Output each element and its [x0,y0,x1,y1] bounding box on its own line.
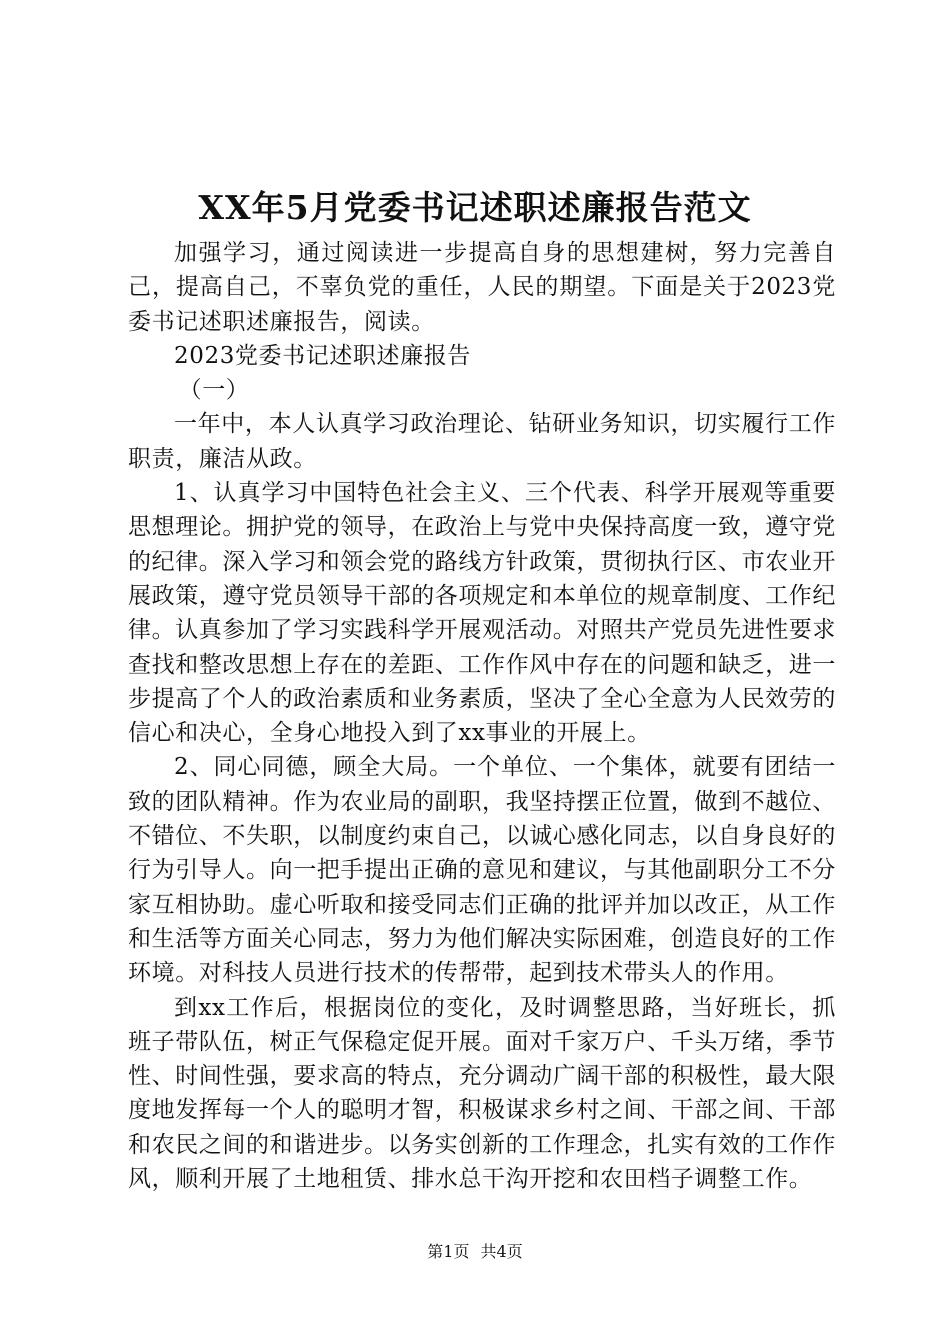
body-paragraph: 到xx工作后，根据岗位的变化，及时调整思路，当好班长，抓班子带队伍，树正气保稳定促开展。面对千家万户、千头万绪，季节性、时间性强，要求高的特点，充分调动广阔干部的积极性，最大限度地发挥每一个人的聪明才智，积极谋求乡村之间、干部之间、干部和农民之间的和谐进步。以务实创新的工作理念，扎实有效的工作作风，顺利开展了土地租赁、排水总干沟开挖和农田档子调整工作。 [128,994,836,1193]
body-paragraph: 1、认真学习中国特色社会主义、三个代表、科学开展观等重要思想理论。拥护党的领导，在政治上与党中央保持高度一致，遵守党的纪律。深入学习和领会党的路线方针政策，贯彻执行区、市农业开展政策，遵守党员领导干部的各项规定和本单位的规章制度、工作纪律。认真参加了学习实践科学开展观活动。对照共产党员先进性要求查找和整改思想上存在的差距、工作作风中存在的问题和缺乏，进一步提高了个人的政治素质和业务素质，坚决了全心全意为人民效劳的信心和决心，全身心地投入到了xx事业的开展上。 [128,480,836,747]
page-total: 共4页 [480,1242,523,1261]
page-footer [0,1240,950,1264]
intro-paragraph: 加强学习，通过阅读进一步提高自身的思想建树，努力完善自己，提高自己，不辜负党的重任，人民的期望。下面是关于2023党委书记述职述廉报告，阅读。 [128,240,836,335]
document-body [128,236,836,1196]
document-title: XX年5月党委书记述职述廉报告范文 [198,188,752,227]
body-paragraph: 一年中，本人认真学习政治理论、钻研业务知识，切实履行工作职责，廉洁从政。 [128,411,836,472]
report-heading: 2023党委书记述职述廉报告 [174,342,471,369]
section-marker: （一） [178,377,250,404]
page-number: 第1页 [427,1242,470,1261]
body-paragraph: 2、同心同德，顾全大局。一个单位、一个集体，就要有团结一致的团队精神。作为农业局的副职，我坚持摆正位置，做到不越位、不错位、不失职，以制度约束自己，以诚心感化同志，以自身良好的行为引导人。向一把手提出正确的意见和建议，与其他副职分工不分家互相协助。虚心听取和接受同志们正确的批评并加以改正，从工作和生活等方面关心同志，努力为他们解决实际困难，创造良好的工作环境。对科技人员进行技术的传帮带，起到技术带头人的作用。 [128,754,836,987]
